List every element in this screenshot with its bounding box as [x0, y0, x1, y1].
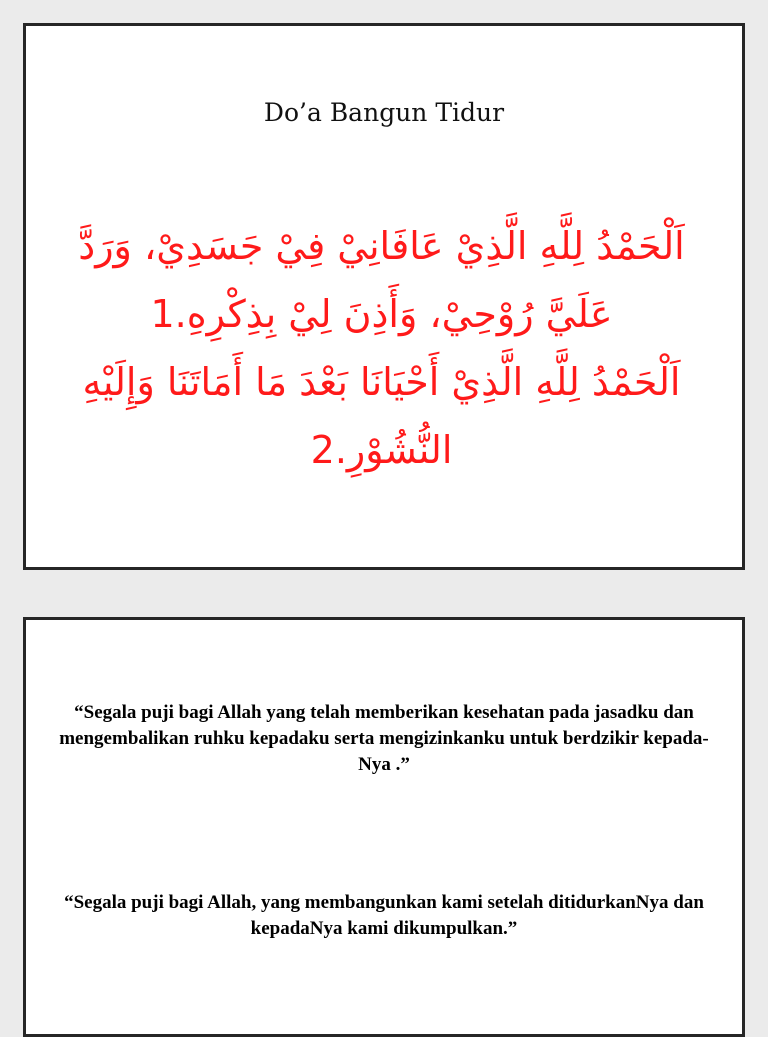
doa-translation-card	[23, 617, 745, 1037]
doa-2-translation: “Segala puji bagi Allah, yang membangunkan kami setelah ditidurkanNya dan kepadaNya kami dikumpulkan.”	[64, 892, 704, 939]
doa-2-arabic: اَلْحَمْدُ لِلَّهِ الَّذِيْ أَحْيَانَا بَعْدَ مَا أَمَاتَنَا وَإِلَيْهِ النُّشُوْرِ.2	[82, 360, 681, 472]
arabic-text-block	[66, 212, 697, 484]
doa-1-translation: “Segala puji bagi Allah yang telah memberikan kesehatan pada jasadku dan mengembalikan ruhku kepadaku serta mengizinkanku untuk berdzikir kepada-Nya .”	[59, 702, 709, 775]
doa-1-arabic: اَلْحَمْدُ لِلَّهِ الَّذِيْ عَافَانِيْ فِيْ جَسَدِيْ، وَرَدَّ عَلَيَّ رُوْحِيْ، وَأَذِنَ لِيْ بِذِكْرِهِ.1	[78, 224, 685, 336]
doa-arabic-card	[23, 23, 745, 570]
card-title: Do’a Bangun Tidur	[263, 98, 505, 127]
